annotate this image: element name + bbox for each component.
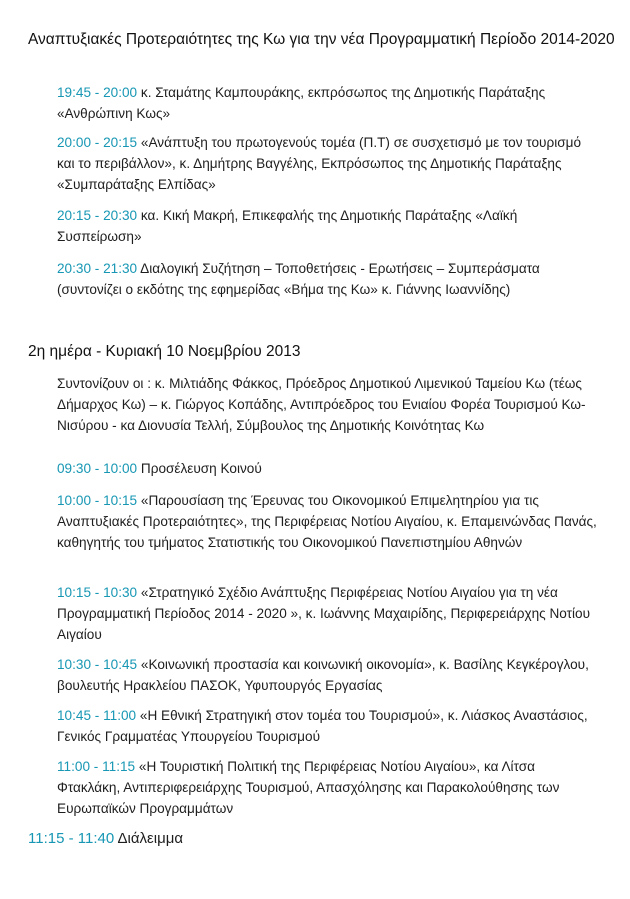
schedule-text: κ. Σταμάτης Καμπουράκης, εκπρόσωπος της Δημοτικής Παράταξης «Ανθρώπινη Κως»	[57, 85, 546, 121]
moderators-text: Συντονίζουν οι : κ. Μιλτιάδης Φάκκος, Πρόεδρος Δημοτικού Λιμενικού Ταμείου Κω (τέως Δήμαρχος Κω) – κ. Γιώργος Κοπάδης, Αντιπρόεδρος του Ενιαίου Φορέα Τουρισμού Κω-Νισύρου - κα Διονυσία Τελλή, Σύμβουλος της Δημοτικής Κοινότητας Κω	[57, 376, 586, 433]
schedule-time: 09:30 - 10:00	[57, 461, 138, 476]
schedule-time: 11:15 - 11:40	[28, 830, 115, 847]
schedule-item	[57, 82, 602, 124]
schedule-item	[57, 458, 602, 479]
schedule-text: Διαλογική Συζήτηση – Τοποθετήσεις - Ερωτήσεις – Συμπεράσματα (συντονίζει ο εκδότης της εφημερίδας «Βήμα της Κω» κ. Γιάννης Ιωαννίδης)	[57, 261, 540, 297]
schedule-time: 10:30 - 10:45	[57, 657, 138, 672]
schedule-item	[57, 258, 602, 300]
schedule-time: 19:45 - 20:00	[57, 85, 138, 100]
schedule-item	[57, 654, 602, 696]
schedule-text: «Στρατηγικό Σχέδιο Ανάπτυξης Περιφέρειας Νοτίου Αιγαίου για τη νέα Προγραμματική Περίοδος 2014 - 2020 », κ. Ιωάννης Μαχαιρίδης, Περιφερειάρχης Νοτίου Αιγαίου	[57, 585, 591, 642]
schedule-text: «Ανάπτυξη του πρωτογενούς τομέα (Π.Τ) σε συσχετισμό με τον τουρισμό και το περιβάλλον», κ. Δημήτρης Βαγγέλης, Εκπρόσωπος της Δημοτικής Παράταξης «Συμπαράταξης Ελπίδας»	[57, 135, 582, 192]
schedule-text: κα. Κική Μακρή, Επικεφαλής της Δημοτικής Παράταξης «Λαϊκή Συσπείρωση»	[57, 208, 518, 244]
schedule-item	[57, 205, 602, 247]
schedule-text: «Η Εθνική Στρατηγική στον τομέα του Τουρισμού», κ. Λιάσκος Αναστάσιος, Γενικός Γραμματέας Υπουργείου Τουρισμού	[57, 708, 588, 744]
schedule-time: 20:15 - 20:30	[57, 208, 138, 223]
schedule-text: «Κοινωνική προστασία και κοινωνική οικονομία», κ. Βασίλης Κεγκέρογλου, βουλευτής Ηρακλείου ΠΑΣΟΚ, Υφυπουργός Εργασίας	[57, 657, 589, 693]
schedule-time: 10:00 - 10:15	[57, 493, 138, 508]
schedule-item	[57, 132, 602, 195]
document-title: Αναπτυξιακές Προτεραιότητες της Κω για την νέα Προγραμματική Περίοδο 2014-2020	[28, 31, 615, 48]
break-item	[28, 828, 588, 849]
day2-heading: 2η ημέρα - Κυριακή 10 Νοεμβρίου 2013	[28, 343, 301, 360]
schedule-item	[57, 756, 602, 819]
schedule-text: «Παρουσίαση της Έρευνας του Οικονομικού Επιμελητηρίου για τις Αναπτυξιακές Προτεραιότητες», της Περιφέρειας Νοτίου Αιγαίου, κ. Επαμεινώνδας Πανάς, καθηγητής του τμήματος Στατιστικής του Οικονομικού Πανεπιστημίου Αθηνών	[57, 493, 597, 550]
schedule-item	[57, 705, 602, 747]
schedule-time: 20:00 - 20:15	[57, 135, 138, 150]
schedule-text: «Η Τουριστική Πολιτική της Περιφέρειας Νοτίου Αιγαίου», κα Λίτσα Φτακλάκη, Αντιπεριφερειάρχης Τουρισμού, Απασχόλησης και Παρακολούθησης των Ευρωπαϊκών Προγραμμάτων	[57, 759, 560, 816]
schedule-item	[57, 490, 602, 553]
schedule-time: 11:00 - 11:15	[57, 759, 136, 774]
schedule-text: Διάλειμμα	[114, 830, 184, 847]
schedule-item	[57, 582, 602, 645]
schedule-time: 20:30 - 21:30	[57, 261, 138, 276]
schedule-time: 10:45 - 11:00	[57, 708, 137, 723]
schedule-text: Προσέλευση Κοινού	[137, 461, 262, 476]
schedule-time: 10:15 - 10:30	[57, 585, 138, 600]
